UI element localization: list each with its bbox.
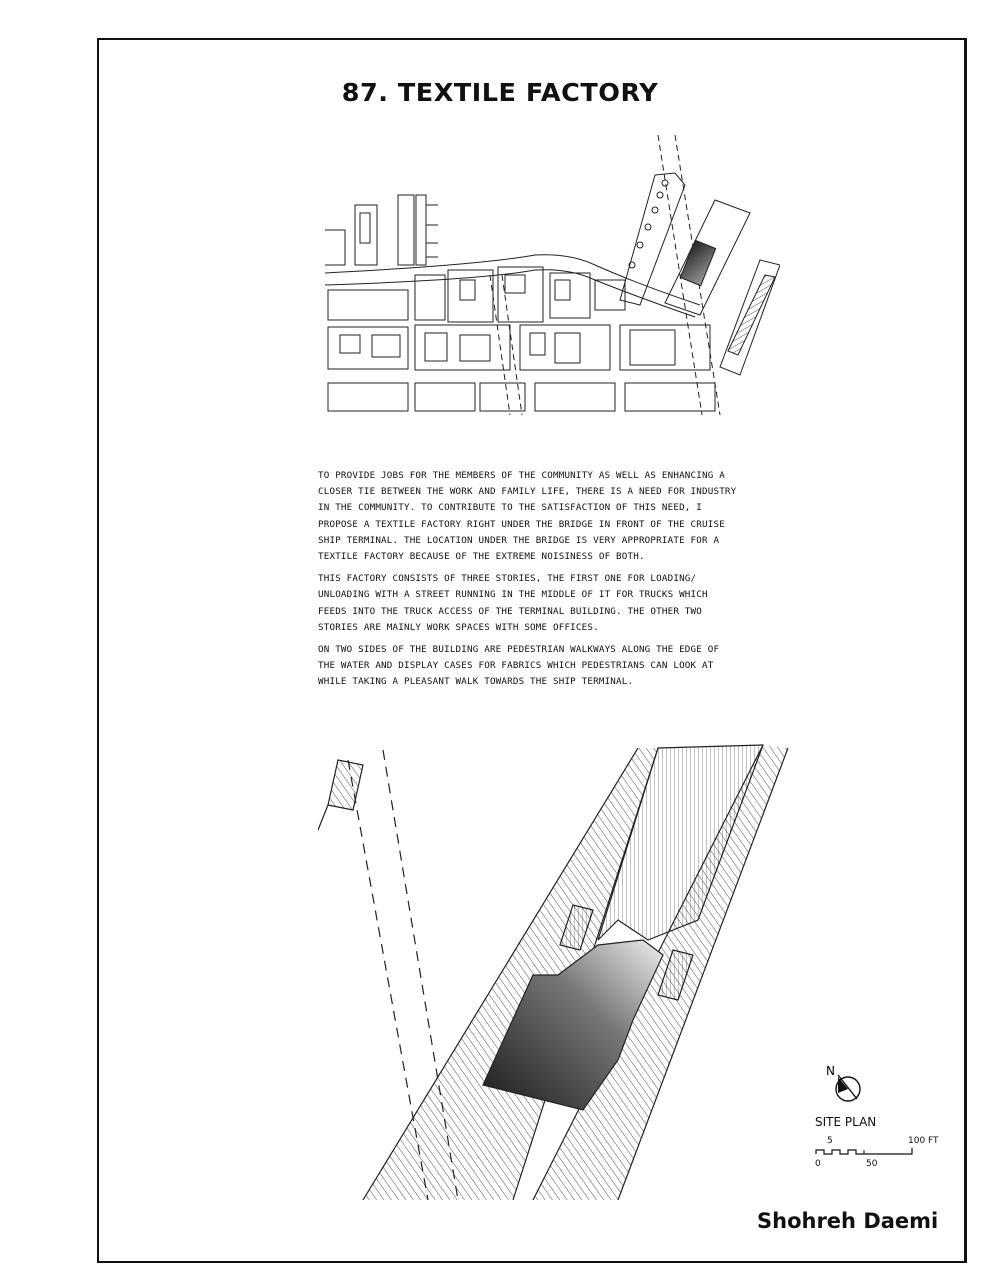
description-text xyxy=(318,468,738,697)
context-map xyxy=(320,135,780,415)
paragraph-1: TO PROVIDE JOBS FOR THE MEMBERS OF THE COMMUNITY AS WELL AS ENHANCING A CLOSER TIE BETWEEN THE WORK AND FAMILY LIFE, THERE IS A NEED FOR INDUSTRY IN THE COMMUNITY. TO CONTRIBUTE TO THE SATISFACTION OF THIS NEED, I PROPOSE A TEXTILE FACTORY RIGHT UNDER THE BRIDGE IN FRONT OF THE CRUISE SHIP TERMINAL. THE LOCATION UNDER THE BRIDGE IS VERY APPROPRIATE FOR A TEXTILE FACTORY BECAUSE OF THE EXTREME NOISINESS OF BOTH. xyxy=(318,470,737,563)
page-title: 87. TEXTILE FACTORY xyxy=(341,78,659,107)
scale-label-0: 0 xyxy=(815,1159,821,1169)
paragraph-3: ON TWO SIDES OF THE BUILDING ARE PEDESTRIAN WALKWAYS ALONG THE EDGE OF THE WATER AND DISPLAY CASES FOR FABRICS WHICH PEDESTRIANS CAN LOOK AT WHILE TAKING A PLEASANT WALK TOWARDS THE SHIP TERMINAL. xyxy=(318,644,720,688)
scale-label-5: 5 xyxy=(827,1136,833,1146)
paragraph-2: THIS FACTORY CONSISTS OF THREE STORIES, THE FIRST ONE FOR LOADING/ UNLOADING WITH A STREET RUNNING IN THE MIDDLE OF IT FOR TRUCKS WHICH FEEDS INTO THE TRUCK ACCESS OF THE TERMINAL BUILDING. THE OTHER TWO STORIES ARE MAINLY WORK SPACES WITH SOME OFFICES. xyxy=(318,573,708,633)
north-arrow-icon xyxy=(823,1063,863,1107)
site-plan-label: SITE PLAN xyxy=(815,1115,877,1129)
site-plan-drawing xyxy=(318,740,798,1200)
scale-label-50: 50 xyxy=(866,1159,878,1169)
scale-label-100ft: 100 FT xyxy=(908,1136,939,1146)
north-label: N xyxy=(826,1064,835,1078)
author-name: Shohreh Daemi xyxy=(757,1209,939,1233)
